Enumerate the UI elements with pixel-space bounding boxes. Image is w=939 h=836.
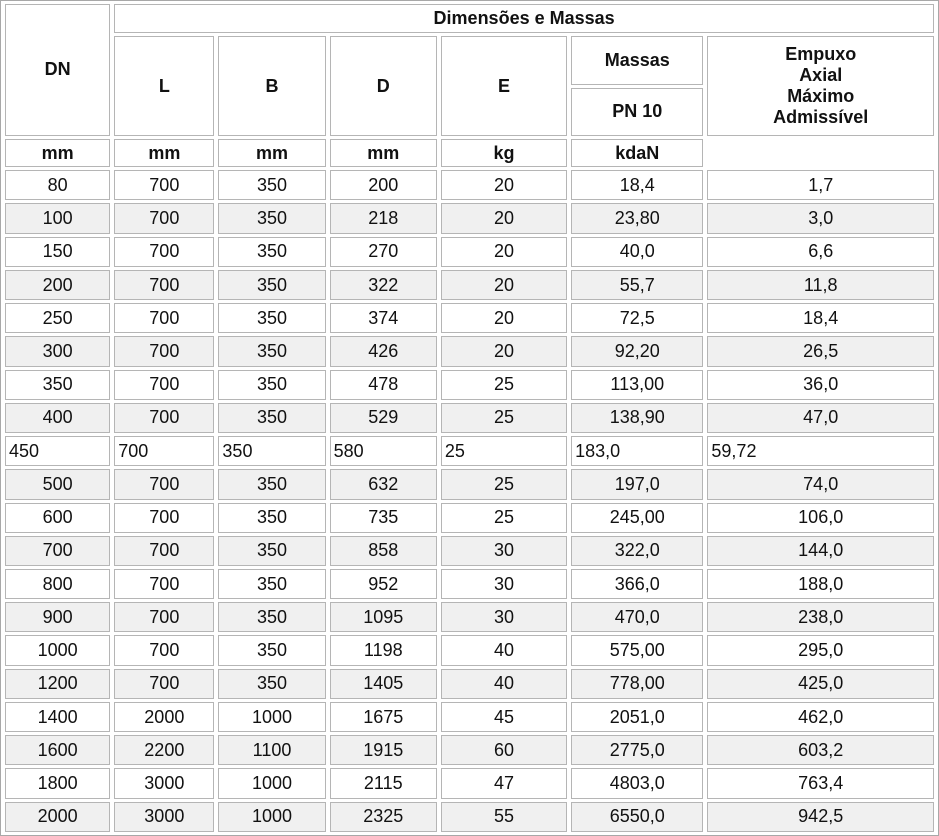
cell-dn: 1400 (5, 702, 110, 732)
cell-l: 2000 (114, 702, 214, 732)
cell-e: 20 (441, 303, 567, 333)
header-pn10: PN 10 (571, 88, 703, 136)
header-empuxo-line: Empuxo (785, 44, 857, 65)
cell-empuxo: 763,4 (707, 768, 934, 798)
cell-dn: 80 (5, 170, 110, 200)
cell-massa: 6550,0 (571, 802, 703, 832)
cell-dn: 200 (5, 270, 110, 300)
cell-dn: 150 (5, 237, 110, 267)
cell-empuxo: 942,5 (707, 802, 934, 832)
cell-e: 30 (441, 602, 567, 632)
cell-e: 25 (441, 403, 567, 433)
cell-l: 700 (114, 536, 214, 566)
cell-d: 952 (330, 569, 437, 599)
cell-empuxo: 188,0 (707, 569, 934, 599)
cell-massa: 366,0 (571, 569, 703, 599)
header-empuxo-line: Admissível (773, 107, 869, 128)
cell-e: 25 (441, 503, 567, 533)
table-row (5, 536, 934, 566)
cell-e: 60 (441, 735, 567, 765)
table-row (5, 237, 934, 267)
cell-empuxo: 295,0 (707, 635, 934, 665)
cell-l: 3000 (114, 802, 214, 832)
cell-e: 20 (441, 336, 567, 366)
cell-l: 700 (114, 270, 214, 300)
unit-empuxo: kdaN (571, 139, 703, 167)
cell-massa: 245,00 (571, 503, 703, 533)
cell-d: 1915 (330, 735, 437, 765)
cell-massa: 138,90 (571, 403, 703, 433)
cell-d: 478 (330, 370, 437, 400)
header-massas: Massas (571, 36, 703, 84)
cell-massa: 92,20 (571, 336, 703, 366)
cell-l: 700 (114, 635, 214, 665)
cell-l: 2200 (114, 735, 214, 765)
cell-l: 700 (114, 569, 214, 599)
cell-d: 374 (330, 303, 437, 333)
cell-d: 1405 (330, 669, 437, 699)
cell-empuxo: 26,5 (707, 336, 934, 366)
cell-d: 632 (330, 469, 437, 499)
cell-l: 700 (114, 503, 214, 533)
cell-dn: 1800 (5, 768, 110, 798)
cell-empuxo: 106,0 (707, 503, 934, 533)
header-b: B (218, 36, 325, 136)
cell-b: 350 (218, 469, 325, 499)
unit-e: mm (330, 139, 437, 167)
cell-massa: 2775,0 (571, 735, 703, 765)
cell-b: 350 (218, 170, 325, 200)
cell-e: 20 (441, 237, 567, 267)
cell-l: 700 (114, 237, 214, 267)
cell-e: 25 (441, 370, 567, 400)
cell-dn: 700 (5, 536, 110, 566)
cell-massa: 2051,0 (571, 702, 703, 732)
cell-d: 1675 (330, 702, 437, 732)
cell-e: 55 (441, 802, 567, 832)
cell-empuxo: 74,0 (707, 469, 934, 499)
cell-dn: 1000 (5, 635, 110, 665)
header-empuxo-line: Axial (799, 65, 843, 86)
cell-dn: 100 (5, 203, 110, 233)
cell-b: 1000 (218, 802, 325, 832)
cell-dn: 500 (5, 469, 110, 499)
cell-empuxo: 462,0 (707, 702, 934, 732)
table-row (5, 602, 934, 632)
cell-d: 1095 (330, 602, 437, 632)
cell-d: 270 (330, 237, 437, 267)
table-row (5, 503, 934, 533)
cell-massa: 575,00 (571, 635, 703, 665)
cell-l: 700 (114, 436, 214, 466)
cell-l: 700 (114, 170, 214, 200)
unit-b: mm (114, 139, 214, 167)
table-row (5, 303, 934, 333)
cell-b: 350 (218, 536, 325, 566)
cell-dn: 1600 (5, 735, 110, 765)
header-empuxo (707, 36, 934, 136)
table-row (5, 469, 934, 499)
cell-massa: 113,00 (571, 370, 703, 400)
cell-b: 350 (218, 635, 325, 665)
unit-l: mm (5, 139, 110, 167)
cell-dn: 250 (5, 303, 110, 333)
cell-massa: 183,0 (571, 436, 703, 466)
cell-empuxo: 144,0 (707, 536, 934, 566)
table-row (5, 735, 934, 765)
cell-massa: 23,80 (571, 203, 703, 233)
cell-b: 1000 (218, 768, 325, 798)
cell-empuxo: 36,0 (707, 370, 934, 400)
cell-massa: 55,7 (571, 270, 703, 300)
cell-d: 1198 (330, 635, 437, 665)
cell-d: 2115 (330, 768, 437, 798)
cell-e: 25 (441, 469, 567, 499)
table-row (5, 370, 934, 400)
unit-massas: kg (441, 139, 567, 167)
table-row (5, 436, 934, 466)
cell-e: 20 (441, 170, 567, 200)
cell-d: 858 (330, 536, 437, 566)
cell-massa: 18,4 (571, 170, 703, 200)
cell-empuxo: 238,0 (707, 602, 934, 632)
table-row (5, 702, 934, 732)
cell-d: 426 (330, 336, 437, 366)
cell-empuxo: 425,0 (707, 669, 934, 699)
header-e: E (441, 36, 567, 136)
cell-dn: 300 (5, 336, 110, 366)
cell-empuxo: 47,0 (707, 403, 934, 433)
cell-d: 735 (330, 503, 437, 533)
cell-empuxo: 6,6 (707, 237, 934, 267)
table-row (5, 403, 934, 433)
cell-dn: 2000 (5, 802, 110, 832)
cell-empuxo: 3,0 (707, 203, 934, 233)
cell-b: 1100 (218, 735, 325, 765)
cell-b: 350 (218, 602, 325, 632)
table-row (5, 170, 934, 200)
cell-b: 350 (218, 237, 325, 267)
cell-l: 700 (114, 602, 214, 632)
header-d: D (330, 36, 437, 136)
cell-massa: 197,0 (571, 469, 703, 499)
header-group-title: Dimensões e Massas (114, 4, 934, 33)
cell-e: 30 (441, 536, 567, 566)
cell-l: 700 (114, 403, 214, 433)
cell-l: 3000 (114, 768, 214, 798)
cell-d: 529 (330, 403, 437, 433)
cell-massa: 322,0 (571, 536, 703, 566)
cell-massa: 72,5 (571, 303, 703, 333)
cell-massa: 4803,0 (571, 768, 703, 798)
cell-l: 700 (114, 303, 214, 333)
table-row (5, 802, 934, 832)
table-row (5, 203, 934, 233)
cell-d: 322 (330, 270, 437, 300)
cell-dn: 900 (5, 602, 110, 632)
cell-dn: 400 (5, 403, 110, 433)
cell-empuxo: 11,8 (707, 270, 934, 300)
cell-e: 20 (441, 203, 567, 233)
cell-b: 350 (218, 303, 325, 333)
cell-e: 45 (441, 702, 567, 732)
cell-empuxo: 603,2 (707, 735, 934, 765)
cell-e: 47 (441, 768, 567, 798)
cell-empuxo: 1,7 (707, 170, 934, 200)
cell-dn: 800 (5, 569, 110, 599)
cell-d: 218 (330, 203, 437, 233)
cell-b: 1000 (218, 702, 325, 732)
cell-l: 700 (114, 469, 214, 499)
cell-l: 700 (114, 203, 214, 233)
table-row (5, 569, 934, 599)
cell-b: 350 (218, 336, 325, 366)
cell-b: 350 (218, 569, 325, 599)
cell-l: 700 (114, 336, 214, 366)
cell-massa: 470,0 (571, 602, 703, 632)
cell-dn: 350 (5, 370, 110, 400)
cell-d: 2325 (330, 802, 437, 832)
table-row (5, 635, 934, 665)
cell-b: 350 (218, 436, 325, 466)
cell-b: 350 (218, 669, 325, 699)
cell-e: 30 (441, 569, 567, 599)
cell-empuxo: 59,72 (707, 436, 934, 466)
table-row (5, 270, 934, 300)
cell-b: 350 (218, 403, 325, 433)
cell-massa: 778,00 (571, 669, 703, 699)
cell-massa: 40,0 (571, 237, 703, 267)
cell-l: 700 (114, 669, 214, 699)
cell-b: 350 (218, 270, 325, 300)
cell-b: 350 (218, 370, 325, 400)
cell-e: 25 (441, 436, 567, 466)
cell-d: 200 (330, 170, 437, 200)
cell-empuxo: 18,4 (707, 303, 934, 333)
cell-l: 700 (114, 370, 214, 400)
cell-b: 350 (218, 503, 325, 533)
cell-e: 40 (441, 635, 567, 665)
cell-dn: 1200 (5, 669, 110, 699)
header-dn: DN (5, 4, 110, 136)
table-row (5, 669, 934, 699)
cell-d: 580 (330, 436, 437, 466)
cell-e: 40 (441, 669, 567, 699)
table-row (5, 768, 934, 798)
header-empuxo-line: Máximo (787, 86, 855, 107)
cell-e: 20 (441, 270, 567, 300)
cell-dn: 600 (5, 503, 110, 533)
cell-dn: 450 (5, 436, 110, 466)
cell-b: 350 (218, 203, 325, 233)
unit-d: mm (218, 139, 325, 167)
table-row (5, 336, 934, 366)
header-l: L (114, 36, 214, 136)
